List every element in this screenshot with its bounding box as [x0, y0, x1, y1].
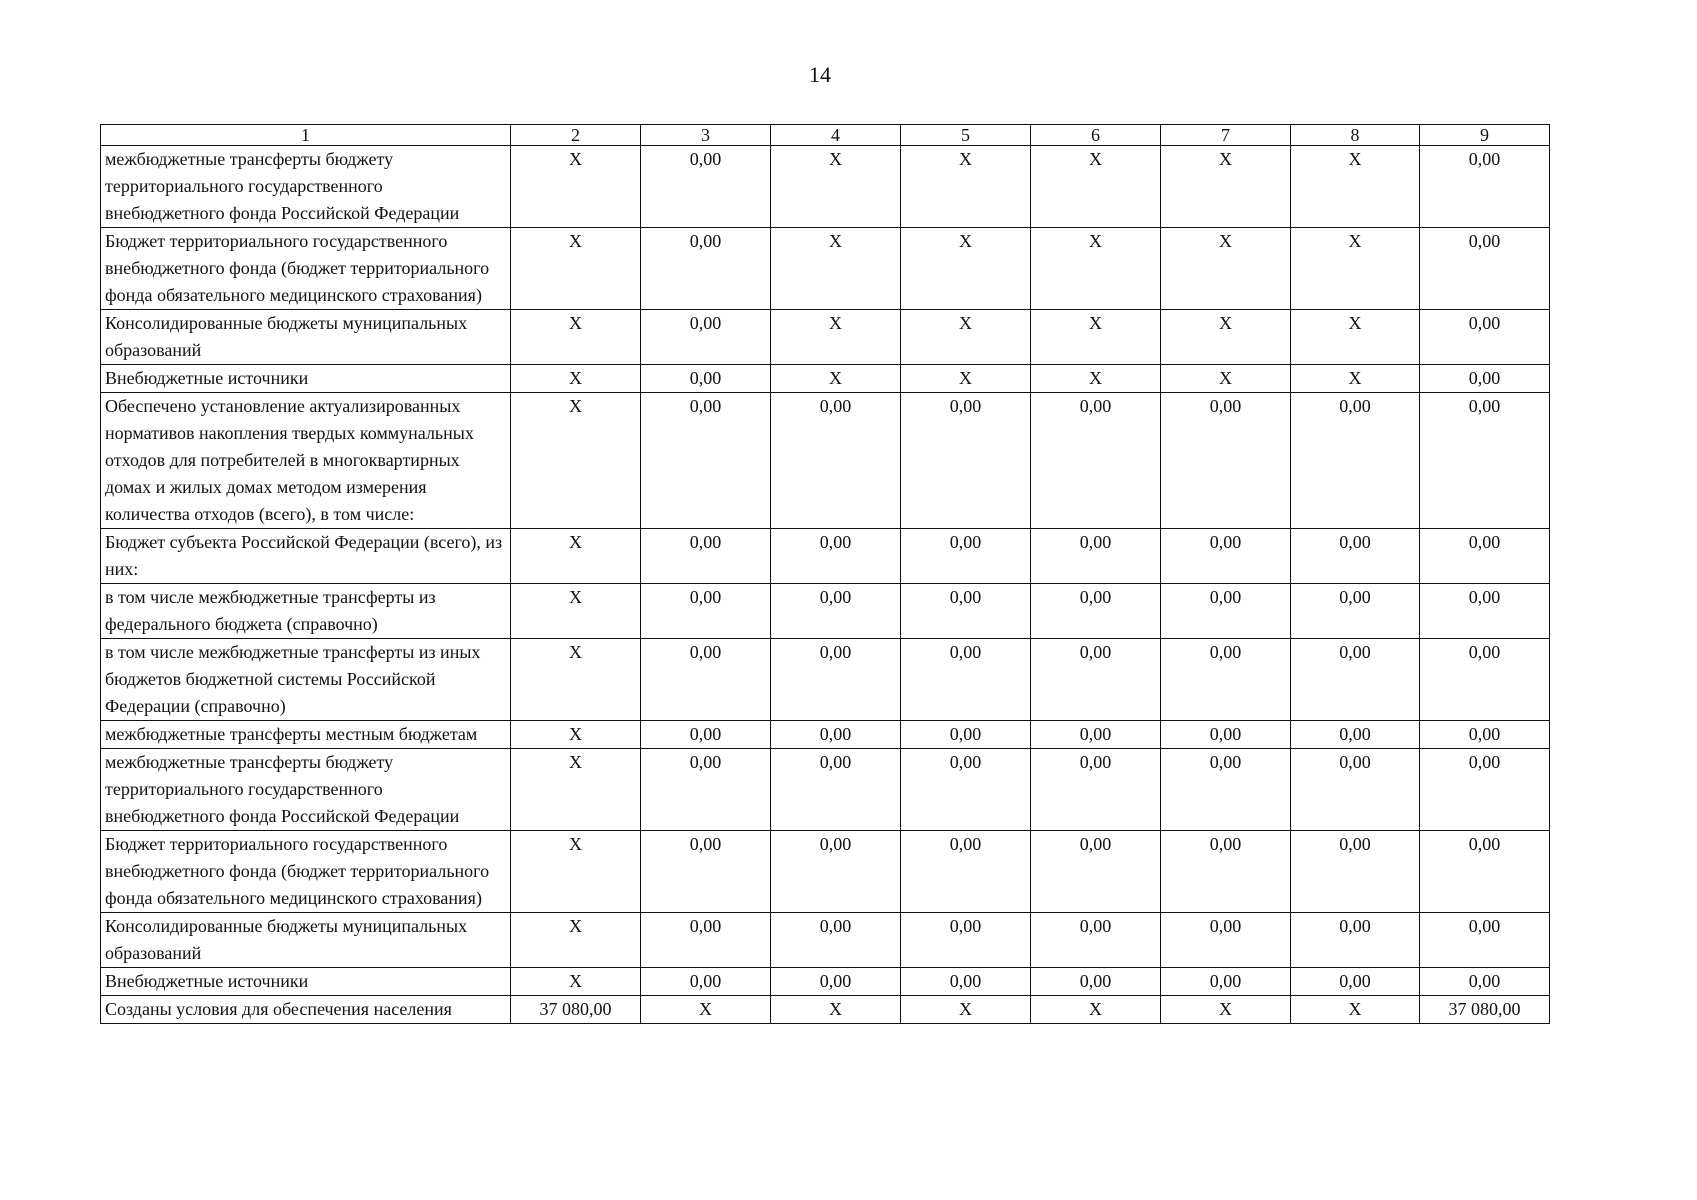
table-row — [101, 365, 1550, 393]
table-cell: 0,00 — [1291, 831, 1420, 913]
table-cell: X — [1291, 365, 1420, 393]
budget-table — [100, 124, 1550, 1024]
table-cell: 0,00 — [641, 831, 771, 913]
table-cell: X — [771, 996, 901, 1024]
column-header: 9 — [1420, 125, 1550, 146]
table-cell: 0,00 — [1031, 749, 1161, 831]
table-cell: 0,00 — [641, 228, 771, 310]
table-cell: 0,00 — [771, 584, 901, 639]
row-label: межбюджетные трансферты бюджету территориального государственного внебюджетного фонда Российской Федерации — [101, 146, 511, 228]
table-cell: 0,00 — [1420, 968, 1550, 996]
table-cell: 0,00 — [771, 529, 901, 584]
table-cell: X — [511, 913, 641, 968]
table-cell: 0,00 — [901, 968, 1031, 996]
table-cell: 0,00 — [1161, 831, 1291, 913]
table-cell: 0,00 — [1420, 228, 1550, 310]
table-cell: 0,00 — [1161, 721, 1291, 749]
table-cell: X — [901, 996, 1031, 1024]
row-label: Бюджет субъекта Российской Федерации (всего), из них: — [101, 529, 511, 584]
row-label: межбюджетные трансферты местным бюджетам — [101, 721, 511, 749]
row-label: межбюджетные трансферты бюджету территориального государственного внебюджетного фонда Российской Федерации — [101, 749, 511, 831]
table-row — [101, 393, 1550, 529]
page-number: 14 — [809, 62, 831, 87]
table-cell: 0,00 — [1420, 584, 1550, 639]
table-cell: 0,00 — [901, 721, 1031, 749]
table-row — [101, 831, 1550, 913]
table-cell: 0,00 — [1031, 721, 1161, 749]
table-cell: 0,00 — [641, 365, 771, 393]
table-cell: 0,00 — [641, 146, 771, 228]
table-cell: X — [511, 749, 641, 831]
table-cell: 0,00 — [641, 721, 771, 749]
column-header: 8 — [1291, 125, 1420, 146]
table-cell: 0,00 — [1420, 393, 1550, 529]
table-cell: 0,00 — [1420, 529, 1550, 584]
table-body — [101, 125, 1550, 1024]
table-cell: 0,00 — [641, 639, 771, 721]
table-cell: X — [511, 310, 641, 365]
row-label: Обеспечено установление актуализированных нормативов накопления твердых коммунальных отходов для потребителей в многоквартирных домах и жилых домах методом измерения количества отходов (всего), в том числе: — [101, 393, 511, 529]
table-cell: 0,00 — [641, 749, 771, 831]
table-row — [101, 228, 1550, 310]
table-cell: X — [511, 529, 641, 584]
table-cell: X — [771, 365, 901, 393]
table-cell: X — [511, 365, 641, 393]
table-cell: 0,00 — [771, 749, 901, 831]
table-cell: 0,00 — [1161, 529, 1291, 584]
table-cell: X — [1031, 146, 1161, 228]
table-cell: 0,00 — [1161, 913, 1291, 968]
table-cell: X — [511, 831, 641, 913]
table-cell: 0,00 — [1161, 584, 1291, 639]
table-cell: X — [901, 228, 1031, 310]
row-label: Бюджет территориального государственного внебюджетного фонда (бюджет территориального фонда обязательного медицинского страхования) — [101, 831, 511, 913]
table-cell: 0,00 — [1031, 584, 1161, 639]
table-cell: 0,00 — [1420, 146, 1550, 228]
table-cell: X — [511, 228, 641, 310]
table-cell: X — [771, 228, 901, 310]
table-cell: 37 080,00 — [511, 996, 641, 1024]
table-cell: 0,00 — [641, 529, 771, 584]
table-cell: 0,00 — [641, 913, 771, 968]
table-row — [101, 721, 1550, 749]
table-cell: X — [1031, 365, 1161, 393]
table-cell: X — [511, 146, 641, 228]
table-cell: X — [1161, 310, 1291, 365]
table-cell: 0,00 — [901, 584, 1031, 639]
table-cell: 0,00 — [1031, 968, 1161, 996]
table-cell: X — [1161, 146, 1291, 228]
table-cell: 0,00 — [641, 584, 771, 639]
table-cell: 0,00 — [771, 968, 901, 996]
table-row — [101, 749, 1550, 831]
table-cell: 0,00 — [1031, 639, 1161, 721]
table-cell: 0,00 — [901, 749, 1031, 831]
row-label: Внебюджетные источники — [101, 968, 511, 996]
table-cell: 0,00 — [901, 639, 1031, 721]
table-cell: X — [1161, 228, 1291, 310]
table-cell: 37 080,00 — [1420, 996, 1550, 1024]
table-cell: 0,00 — [1291, 749, 1420, 831]
table-row — [101, 529, 1550, 584]
column-header: 3 — [641, 125, 771, 146]
row-label: Бюджет территориального государственного внебюджетного фонда (бюджет территориального фонда обязательного медицинского страхования) — [101, 228, 511, 310]
table-cell: 0,00 — [1420, 913, 1550, 968]
table-cell: 0,00 — [1291, 584, 1420, 639]
table-row — [101, 913, 1550, 968]
column-header: 4 — [771, 125, 901, 146]
table-cell: 0,00 — [1420, 721, 1550, 749]
table-cell: 0,00 — [641, 310, 771, 365]
table-cell: X — [1031, 996, 1161, 1024]
table-cell: 0,00 — [1161, 968, 1291, 996]
column-header: 7 — [1161, 125, 1291, 146]
table-cell: 0,00 — [1161, 749, 1291, 831]
table-cell: 0,00 — [641, 393, 771, 529]
table-cell: 0,00 — [1291, 639, 1420, 721]
table-cell: 0,00 — [1291, 393, 1420, 529]
table-cell: X — [641, 996, 771, 1024]
table-cell: 0,00 — [1161, 639, 1291, 721]
table-cell: 0,00 — [1420, 639, 1550, 721]
table-cell: 0,00 — [1031, 831, 1161, 913]
table-cell: X — [771, 146, 901, 228]
table-cell: X — [901, 365, 1031, 393]
column-header: 6 — [1031, 125, 1161, 146]
row-label: в том числе межбюджетные трансферты из федерального бюджета (справочно) — [101, 584, 511, 639]
table-cell: X — [1161, 365, 1291, 393]
table-row — [101, 310, 1550, 365]
table-cell: X — [1291, 228, 1420, 310]
table-row — [101, 968, 1550, 996]
row-label: Консолидированные бюджеты муниципальных образований — [101, 310, 511, 365]
table-cell: X — [1291, 146, 1420, 228]
table-cell: 0,00 — [1161, 393, 1291, 529]
table-cell: 0,00 — [641, 968, 771, 996]
table-cell: X — [1031, 310, 1161, 365]
table-cell: 0,00 — [1031, 913, 1161, 968]
table-cell: X — [1291, 310, 1420, 365]
row-label: Консолидированные бюджеты муниципальных образований — [101, 913, 511, 968]
table-row — [101, 639, 1550, 721]
table-cell: 0,00 — [1420, 749, 1550, 831]
table-cell: X — [901, 310, 1031, 365]
table-cell: 0,00 — [901, 529, 1031, 584]
column-header: 1 — [101, 125, 511, 146]
table-cell: X — [511, 393, 641, 529]
table-cell: 0,00 — [1031, 529, 1161, 584]
row-label: в том числе межбюджетные трансферты из иных бюджетов бюджетной системы Российской Федерации (справочно) — [101, 639, 511, 721]
table-cell: X — [771, 310, 901, 365]
table-cell: 0,00 — [771, 913, 901, 968]
column-header: 2 — [511, 125, 641, 146]
table-cell: 0,00 — [1420, 365, 1550, 393]
table-cell: X — [1031, 228, 1161, 310]
column-header: 5 — [901, 125, 1031, 146]
row-label: Созданы условия для обеспечения населения — [101, 996, 511, 1024]
table-cell: X — [511, 721, 641, 749]
table-cell: 0,00 — [1291, 913, 1420, 968]
table-cell: 0,00 — [1420, 831, 1550, 913]
table-row — [101, 146, 1550, 228]
table-cell: 0,00 — [1291, 968, 1420, 996]
table-cell: 0,00 — [901, 393, 1031, 529]
table-cell: 0,00 — [771, 393, 901, 529]
table-cell: X — [901, 146, 1031, 228]
table-cell: X — [511, 968, 641, 996]
table-cell: 0,00 — [771, 721, 901, 749]
table-cell: 0,00 — [1420, 310, 1550, 365]
table-cell: 0,00 — [1291, 529, 1420, 584]
table-cell: 0,00 — [1031, 393, 1161, 529]
table-row — [101, 584, 1550, 639]
table-cell: 0,00 — [1291, 721, 1420, 749]
table-cell: 0,00 — [901, 831, 1031, 913]
table-cell: X — [1291, 996, 1420, 1024]
header-row — [101, 125, 1550, 146]
table-row — [101, 996, 1550, 1024]
table-cell: 0,00 — [771, 639, 901, 721]
table-cell: X — [511, 639, 641, 721]
table-cell: X — [1161, 996, 1291, 1024]
row-label: Внебюджетные источники — [101, 365, 511, 393]
table-cell: X — [511, 584, 641, 639]
table-cell: 0,00 — [901, 913, 1031, 968]
table-cell: 0,00 — [771, 831, 901, 913]
